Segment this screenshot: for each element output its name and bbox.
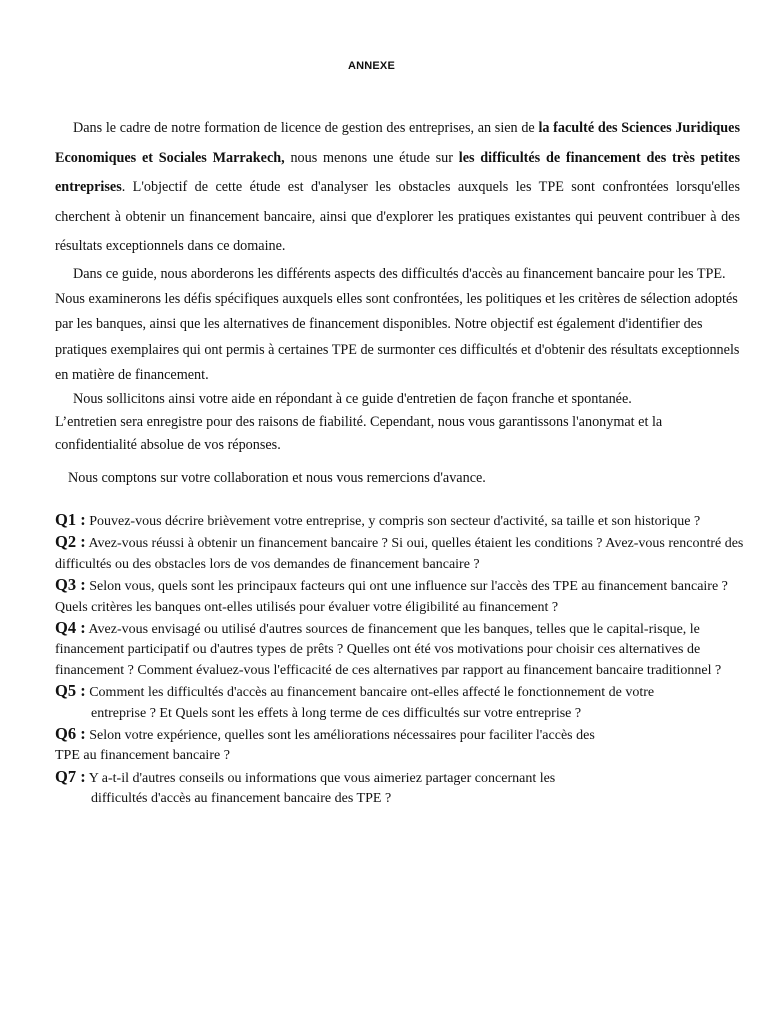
intro-paragraph-2: Dans ce guide, nous aborderons les différents aspects des difficultés d'accès au financement bancaire pour les TPE. Nous examinerons les défis spécifiques auxquels elles sont confrontées, les politiques et les critères de sélection adoptés par les banques, ainsi que les alternatives de financement disponibles. Notre objectif est également d'identifier des pratiques exemplaires qui ont permis à certaines TPE de surmonter ces difficultés et d'obtenir des résultats exceptionnels en matière de financement.: [55, 266, 740, 383]
question-continuation: TPE au financement bancaire ?: [55, 748, 230, 764]
intro-p3-line-2: L’entretien sera enregistre pour des raisons de fiabilité. Cependant, nous vous garantissons l'anonymat et la confidentialité absolue de vos réponses.: [55, 414, 663, 454]
question-text: Selon votre expérience, quelles sont les améliorations nécessaires pour faciliter l'accès des: [85, 728, 595, 744]
question-5: [55, 681, 745, 724]
intro-paragraph-3: [55, 388, 740, 458]
question-3: [55, 575, 745, 618]
question-text: Selon vous, quels sont les principaux facteurs qui ont une influence sur l'accès des TPE au financement bancaire ? Quels critères les banques ont-elles utilisés pour évaluer votre éligibilité au financement ?: [55, 579, 728, 615]
question-label: Q6 :: [55, 724, 86, 744]
question-1: [55, 510, 745, 532]
question-label: Q3 :: [55, 575, 86, 595]
intro-p3-line-1: Nous sollicitons ainsi votre aide en répondant à ce guide d'entretien de façon franche et spontanée.: [73, 391, 632, 407]
intro-p1-text-3: . L'objectif de cette étude est d'analyser les obstacles auxquels les TPE sont confrontées lorsqu'elles cherchent à obtenir un financement bancaire, ainsi que d'explorer les pratiques existantes qui peuvent contribuer à des résultats exceptionnels dans ce domaine.: [55, 179, 740, 254]
question-2: [55, 532, 745, 575]
question-text: Comment les difficultés d'accès au financement bancaire ont-elles affecté le fonctionnement de votre: [85, 685, 655, 701]
question-text: Avez-vous envisagé ou utilisé d'autres sources de financement que les banques, telles que le capital-risque, le financement participatif ou d'autres types de prêts ? Quelles ont été vos motivations pour choisir ces alternatives de financement ? Comment évaluez-vous l'efficacité de ces alternatives par rapport au financement bancaire traditionnel ?: [55, 622, 722, 678]
question-text: Avez-vous réussi à obtenir un financement bancaire ? Si oui, quelles étaient les conditions ? Avez-vous rencontré des difficultés ou des obstacles lors de vos demandes de financement bancaire ?: [55, 536, 744, 572]
question-text: Y a-t-il d'autres conseils ou informations que vous aimeriez partager concernant les: [85, 770, 556, 786]
question-label: Q4 :: [55, 618, 86, 638]
question-4: [55, 618, 745, 681]
question-text: Pouvez-vous décrire brièvement votre entreprise, y compris son secteur d'activité, sa taille et son historique ?: [85, 514, 701, 529]
intro-paragraph-4: Nous comptons sur votre collaboration et nous vous remercions d'avance.: [68, 470, 486, 486]
question-label: Q5 :: [55, 681, 86, 701]
question-label: Q1 :: [55, 510, 86, 529]
question-6: [55, 724, 745, 767]
question-continuation: entreprise ? Et Quels sont les effets à long terme de ces difficultés sur votre entreprise ?: [91, 705, 582, 721]
page-title: ANNEXE: [347, 60, 396, 72]
question-continuation: difficultés d'accès au financement bancaire des TPE ?: [91, 791, 392, 807]
question-label: Q7 :: [55, 766, 86, 786]
intro-p1-text-1: Dans le cadre de notre formation de licence de gestion des entreprises, an sien de: [73, 120, 539, 136]
question-list: [55, 510, 745, 810]
intro-paragraph-1: [55, 114, 740, 262]
intro-p1-text-2: nous menons une étude sur: [284, 149, 459, 166]
question-label: Q2 :: [55, 532, 86, 552]
faculty-name: la faculté des Sciences Juridiques Economiques et Sociales Marrakech,: [55, 120, 740, 166]
question-7: [55, 767, 745, 810]
study-subject: les difficultés de financement des très petites entreprises: [55, 149, 741, 195]
